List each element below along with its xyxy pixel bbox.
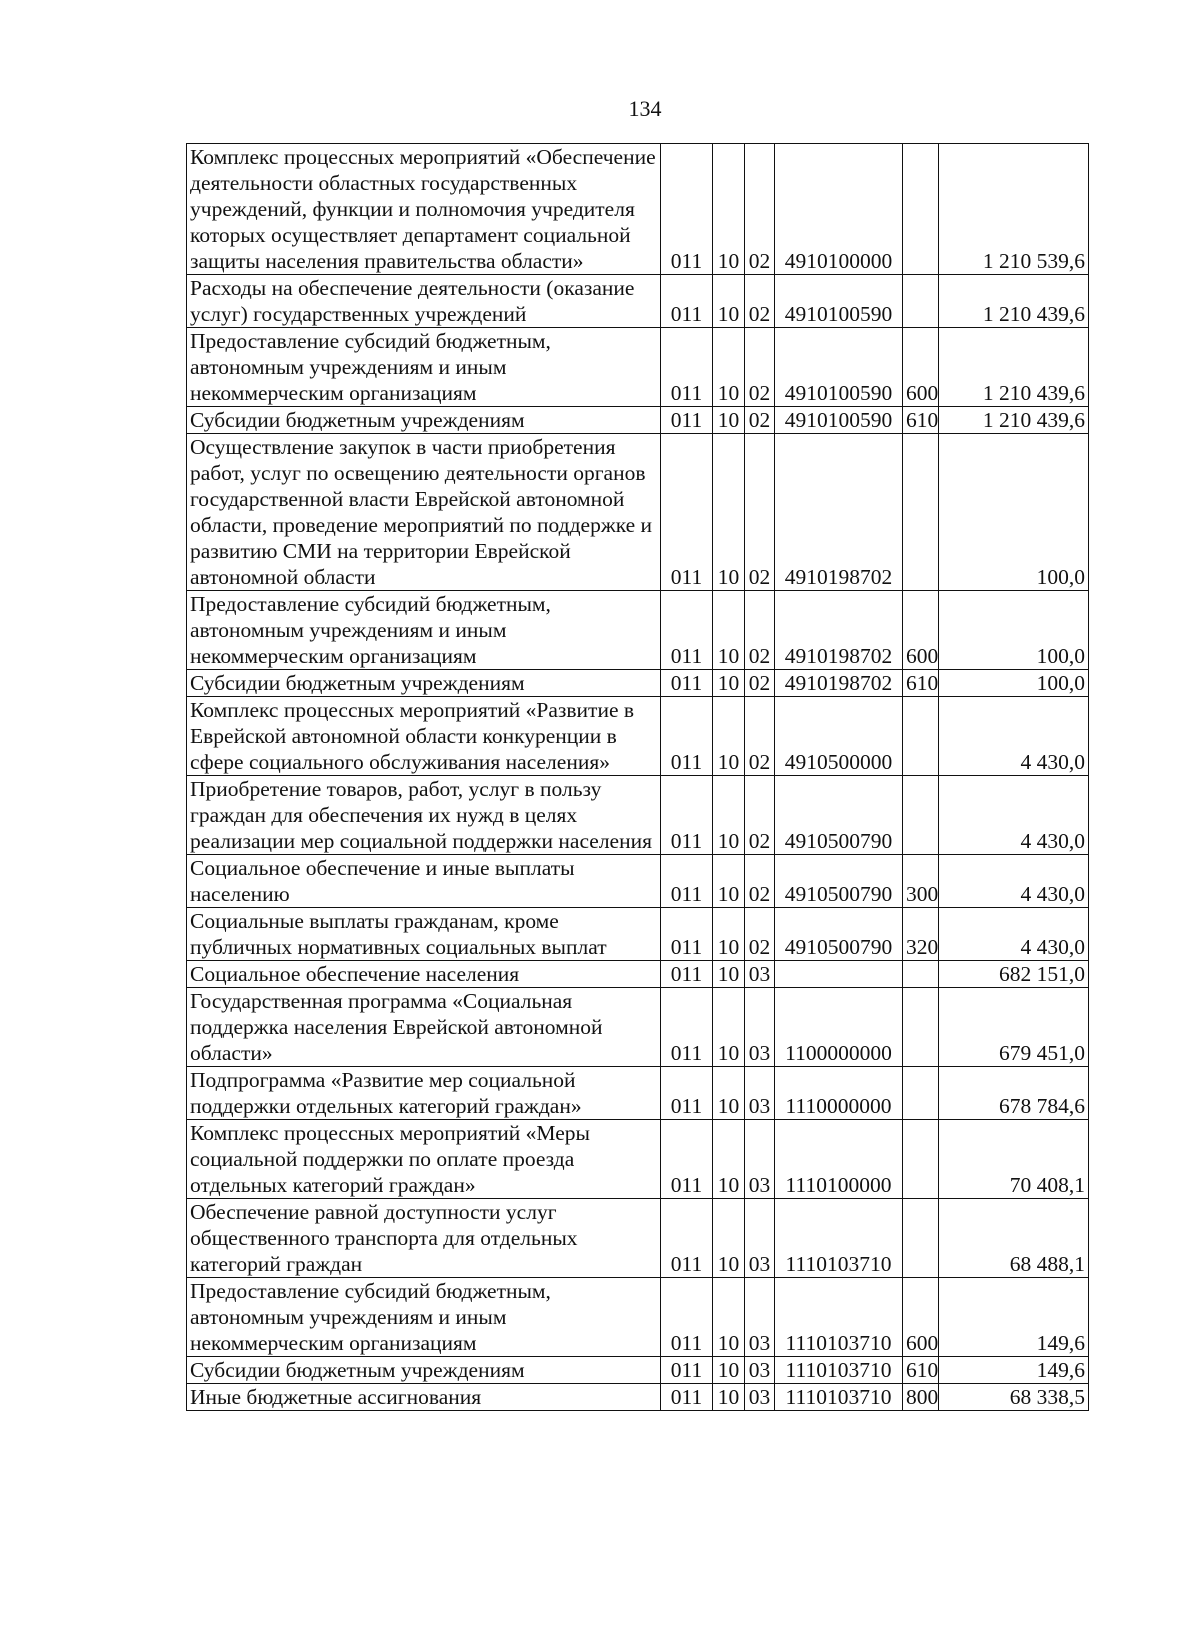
ministry-code-cell: 011 (661, 1199, 713, 1278)
target-article-cell: 1110103710 (775, 1384, 903, 1411)
section-code-cell: 10 (713, 328, 745, 407)
subsection-code-cell: 02 (745, 908, 775, 961)
subsection-code-cell: 02 (745, 855, 775, 908)
row-name-cell: Расходы на обеспечение деятельности (оказание услуг) государственных учреждений (187, 275, 661, 328)
subsection-code-cell: 03 (745, 1120, 775, 1199)
ministry-code-cell: 011 (661, 697, 713, 776)
section-code-cell: 10 (713, 670, 745, 697)
subsection-code-cell: 03 (745, 1384, 775, 1411)
expense-type-cell: 800 (903, 1384, 939, 1411)
budget-table (186, 143, 1089, 1411)
amount-cell: 70 408,1 (939, 1120, 1089, 1199)
row-name-cell: Комплекс процессных мероприятий «Развитие в Еврейской автономной области конкуренции в сфере социального обслуживания населения» (187, 697, 661, 776)
table-row (187, 434, 1089, 591)
amount-cell: 679 451,0 (939, 988, 1089, 1067)
ministry-code-cell: 011 (661, 275, 713, 328)
row-name-cell: Государственная программа «Социальная поддержка населения Еврейской автономной области» (187, 988, 661, 1067)
expense-type-cell: 610 (903, 407, 939, 434)
expense-type-cell: 600 (903, 591, 939, 670)
section-code-cell: 10 (713, 1199, 745, 1278)
subsection-code-cell: 02 (745, 275, 775, 328)
row-name-cell: Предоставление субсидий бюджетным, автономным учреждениям и иным некоммерческим организациям (187, 591, 661, 670)
amount-cell: 100,0 (939, 591, 1089, 670)
table-row (187, 144, 1089, 275)
amount-cell: 4 430,0 (939, 855, 1089, 908)
section-code-cell: 10 (713, 1278, 745, 1357)
row-name-cell: Приобретение товаров, работ, услуг в пользу граждан для обеспечения их нужд в целях реализации мер социальной поддержки населения (187, 776, 661, 855)
row-name-cell: Социальное обеспечение и иные выплаты населению (187, 855, 661, 908)
section-code-cell: 10 (713, 908, 745, 961)
table-row (187, 988, 1089, 1067)
target-article-cell: 4910500790 (775, 908, 903, 961)
target-article-cell: 1100000000 (775, 988, 903, 1067)
target-article-cell: 4910100590 (775, 275, 903, 328)
expense-type-cell (903, 275, 939, 328)
ministry-code-cell: 011 (661, 1384, 713, 1411)
row-name-cell: Субсидии бюджетным учреждениям (187, 670, 661, 697)
expense-type-cell: 610 (903, 1357, 939, 1384)
table-row (187, 670, 1089, 697)
amount-cell: 4 430,0 (939, 776, 1089, 855)
expense-type-cell (903, 1067, 939, 1120)
section-code-cell: 10 (713, 1120, 745, 1199)
subsection-code-cell: 02 (745, 407, 775, 434)
amount-cell: 4 430,0 (939, 697, 1089, 776)
section-code-cell: 10 (713, 407, 745, 434)
target-article-cell: 4910500000 (775, 697, 903, 776)
table-row (187, 1067, 1089, 1120)
ministry-code-cell: 011 (661, 855, 713, 908)
section-code-cell: 10 (713, 1067, 745, 1120)
table-row (187, 328, 1089, 407)
table-row (187, 776, 1089, 855)
amount-cell: 149,6 (939, 1357, 1089, 1384)
subsection-code-cell: 02 (745, 776, 775, 855)
amount-cell: 1 210 439,6 (939, 407, 1089, 434)
ministry-code-cell: 011 (661, 961, 713, 988)
subsection-code-cell: 03 (745, 1067, 775, 1120)
section-code-cell: 10 (713, 434, 745, 591)
target-article-cell: 4910100000 (775, 144, 903, 275)
row-name-cell: Обеспечение равной доступности услуг общественного транспорта для отдельных категорий граждан (187, 1199, 661, 1278)
amount-cell: 4 430,0 (939, 908, 1089, 961)
subsection-code-cell: 03 (745, 961, 775, 988)
budget-table-body (187, 144, 1089, 1411)
amount-cell: 1 210 439,6 (939, 275, 1089, 328)
table-row (187, 908, 1089, 961)
row-name-cell: Предоставление субсидий бюджетным, автономным учреждениям и иным некоммерческим организациям (187, 328, 661, 407)
table-row (187, 1120, 1089, 1199)
subsection-code-cell: 03 (745, 1357, 775, 1384)
section-code-cell: 10 (713, 776, 745, 855)
expense-type-cell: 610 (903, 670, 939, 697)
section-code-cell: 10 (713, 1357, 745, 1384)
amount-cell: 1 210 439,6 (939, 328, 1089, 407)
target-article-cell: 1110100000 (775, 1120, 903, 1199)
subsection-code-cell: 02 (745, 328, 775, 407)
ministry-code-cell: 011 (661, 144, 713, 275)
target-article-cell: 4910500790 (775, 855, 903, 908)
target-article-cell: 1110103710 (775, 1199, 903, 1278)
ministry-code-cell: 011 (661, 591, 713, 670)
expense-type-cell (903, 1199, 939, 1278)
page-number: 134 (628, 96, 662, 121)
row-name-cell: Комплекс процессных мероприятий «Обеспечение деятельности областных государственных учреждений, функции и полномочия учредителя которых осуществляет департамент социальной защиты населения правительства области» (187, 144, 661, 275)
section-code-cell: 10 (713, 961, 745, 988)
table-row (187, 591, 1089, 670)
table-row (187, 1199, 1089, 1278)
subsection-code-cell: 03 (745, 1199, 775, 1278)
expense-type-cell (903, 961, 939, 988)
row-name-cell: Субсидии бюджетным учреждениям (187, 407, 661, 434)
section-code-cell: 10 (713, 275, 745, 328)
row-name-cell: Иные бюджетные ассигнования (187, 1384, 661, 1411)
table-row (187, 1384, 1089, 1411)
table-row (187, 1357, 1089, 1384)
target-article-cell: 4910100590 (775, 407, 903, 434)
target-article-cell (775, 961, 903, 988)
expense-type-cell (903, 776, 939, 855)
amount-cell: 100,0 (939, 434, 1089, 591)
section-code-cell: 10 (713, 988, 745, 1067)
row-name-cell: Предоставление субсидий бюджетным, автономным учреждениям и иным некоммерческим организациям (187, 1278, 661, 1357)
target-article-cell: 1110103710 (775, 1278, 903, 1357)
target-article-cell: 4910198702 (775, 670, 903, 697)
subsection-code-cell: 02 (745, 434, 775, 591)
expense-type-cell (903, 434, 939, 591)
ministry-code-cell: 011 (661, 407, 713, 434)
target-article-cell: 4910100590 (775, 328, 903, 407)
target-article-cell: 4910198702 (775, 434, 903, 591)
row-name-cell: Комплекс процессных мероприятий «Меры социальной поддержки по оплате проезда отдельных категорий граждан» (187, 1120, 661, 1199)
section-code-cell: 10 (713, 697, 745, 776)
subsection-code-cell: 02 (745, 697, 775, 776)
row-name-cell: Подпрограмма «Развитие мер социальной поддержки отдельных категорий граждан» (187, 1067, 661, 1120)
ministry-code-cell: 011 (661, 908, 713, 961)
target-article-cell: 4910198702 (775, 591, 903, 670)
subsection-code-cell: 03 (745, 988, 775, 1067)
expense-type-cell: 600 (903, 1278, 939, 1357)
table-row (187, 961, 1089, 988)
subsection-code-cell: 03 (745, 1278, 775, 1357)
section-code-cell: 10 (713, 591, 745, 670)
amount-cell: 1 210 539,6 (939, 144, 1089, 275)
table-row (187, 697, 1089, 776)
expense-type-cell (903, 988, 939, 1067)
subsection-code-cell: 02 (745, 144, 775, 275)
expense-type-cell (903, 697, 939, 776)
target-article-cell: 4910500790 (775, 776, 903, 855)
table-row (187, 855, 1089, 908)
row-name-cell: Субсидии бюджетным учреждениям (187, 1357, 661, 1384)
section-code-cell: 10 (713, 855, 745, 908)
table-row (187, 407, 1089, 434)
amount-cell: 682 151,0 (939, 961, 1089, 988)
ministry-code-cell: 011 (661, 1357, 713, 1384)
subsection-code-cell: 02 (745, 670, 775, 697)
expense-type-cell: 300 (903, 855, 939, 908)
target-article-cell: 1110103710 (775, 1357, 903, 1384)
row-name-cell: Социальные выплаты гражданам, кроме публичных нормативных социальных выплат (187, 908, 661, 961)
subsection-code-cell: 02 (745, 591, 775, 670)
expense-type-cell: 320 (903, 908, 939, 961)
ministry-code-cell: 011 (661, 1067, 713, 1120)
ministry-code-cell: 011 (661, 328, 713, 407)
ministry-code-cell: 011 (661, 988, 713, 1067)
amount-cell: 68 338,5 (939, 1384, 1089, 1411)
amount-cell: 68 488,1 (939, 1199, 1089, 1278)
expense-type-cell: 600 (903, 328, 939, 407)
table-row (187, 1278, 1089, 1357)
ministry-code-cell: 011 (661, 670, 713, 697)
ministry-code-cell: 011 (661, 1120, 713, 1199)
row-name-cell: Социальное обеспечение населения (187, 961, 661, 988)
expense-type-cell (903, 144, 939, 275)
amount-cell: 100,0 (939, 670, 1089, 697)
ministry-code-cell: 011 (661, 434, 713, 591)
amount-cell: 678 784,6 (939, 1067, 1089, 1120)
expense-type-cell (903, 1120, 939, 1199)
table-row (187, 275, 1089, 328)
target-article-cell: 1110000000 (775, 1067, 903, 1120)
ministry-code-cell: 011 (661, 776, 713, 855)
amount-cell: 149,6 (939, 1278, 1089, 1357)
section-code-cell: 10 (713, 1384, 745, 1411)
row-name-cell: Осуществление закупок в части приобретения работ, услуг по освещению деятельности органов государственной власти Еврейской автономной области, проведение мероприятий по поддержке и развитию СМИ на территории Еврейской автономной области (187, 434, 661, 591)
ministry-code-cell: 011 (661, 1278, 713, 1357)
section-code-cell: 10 (713, 144, 745, 275)
